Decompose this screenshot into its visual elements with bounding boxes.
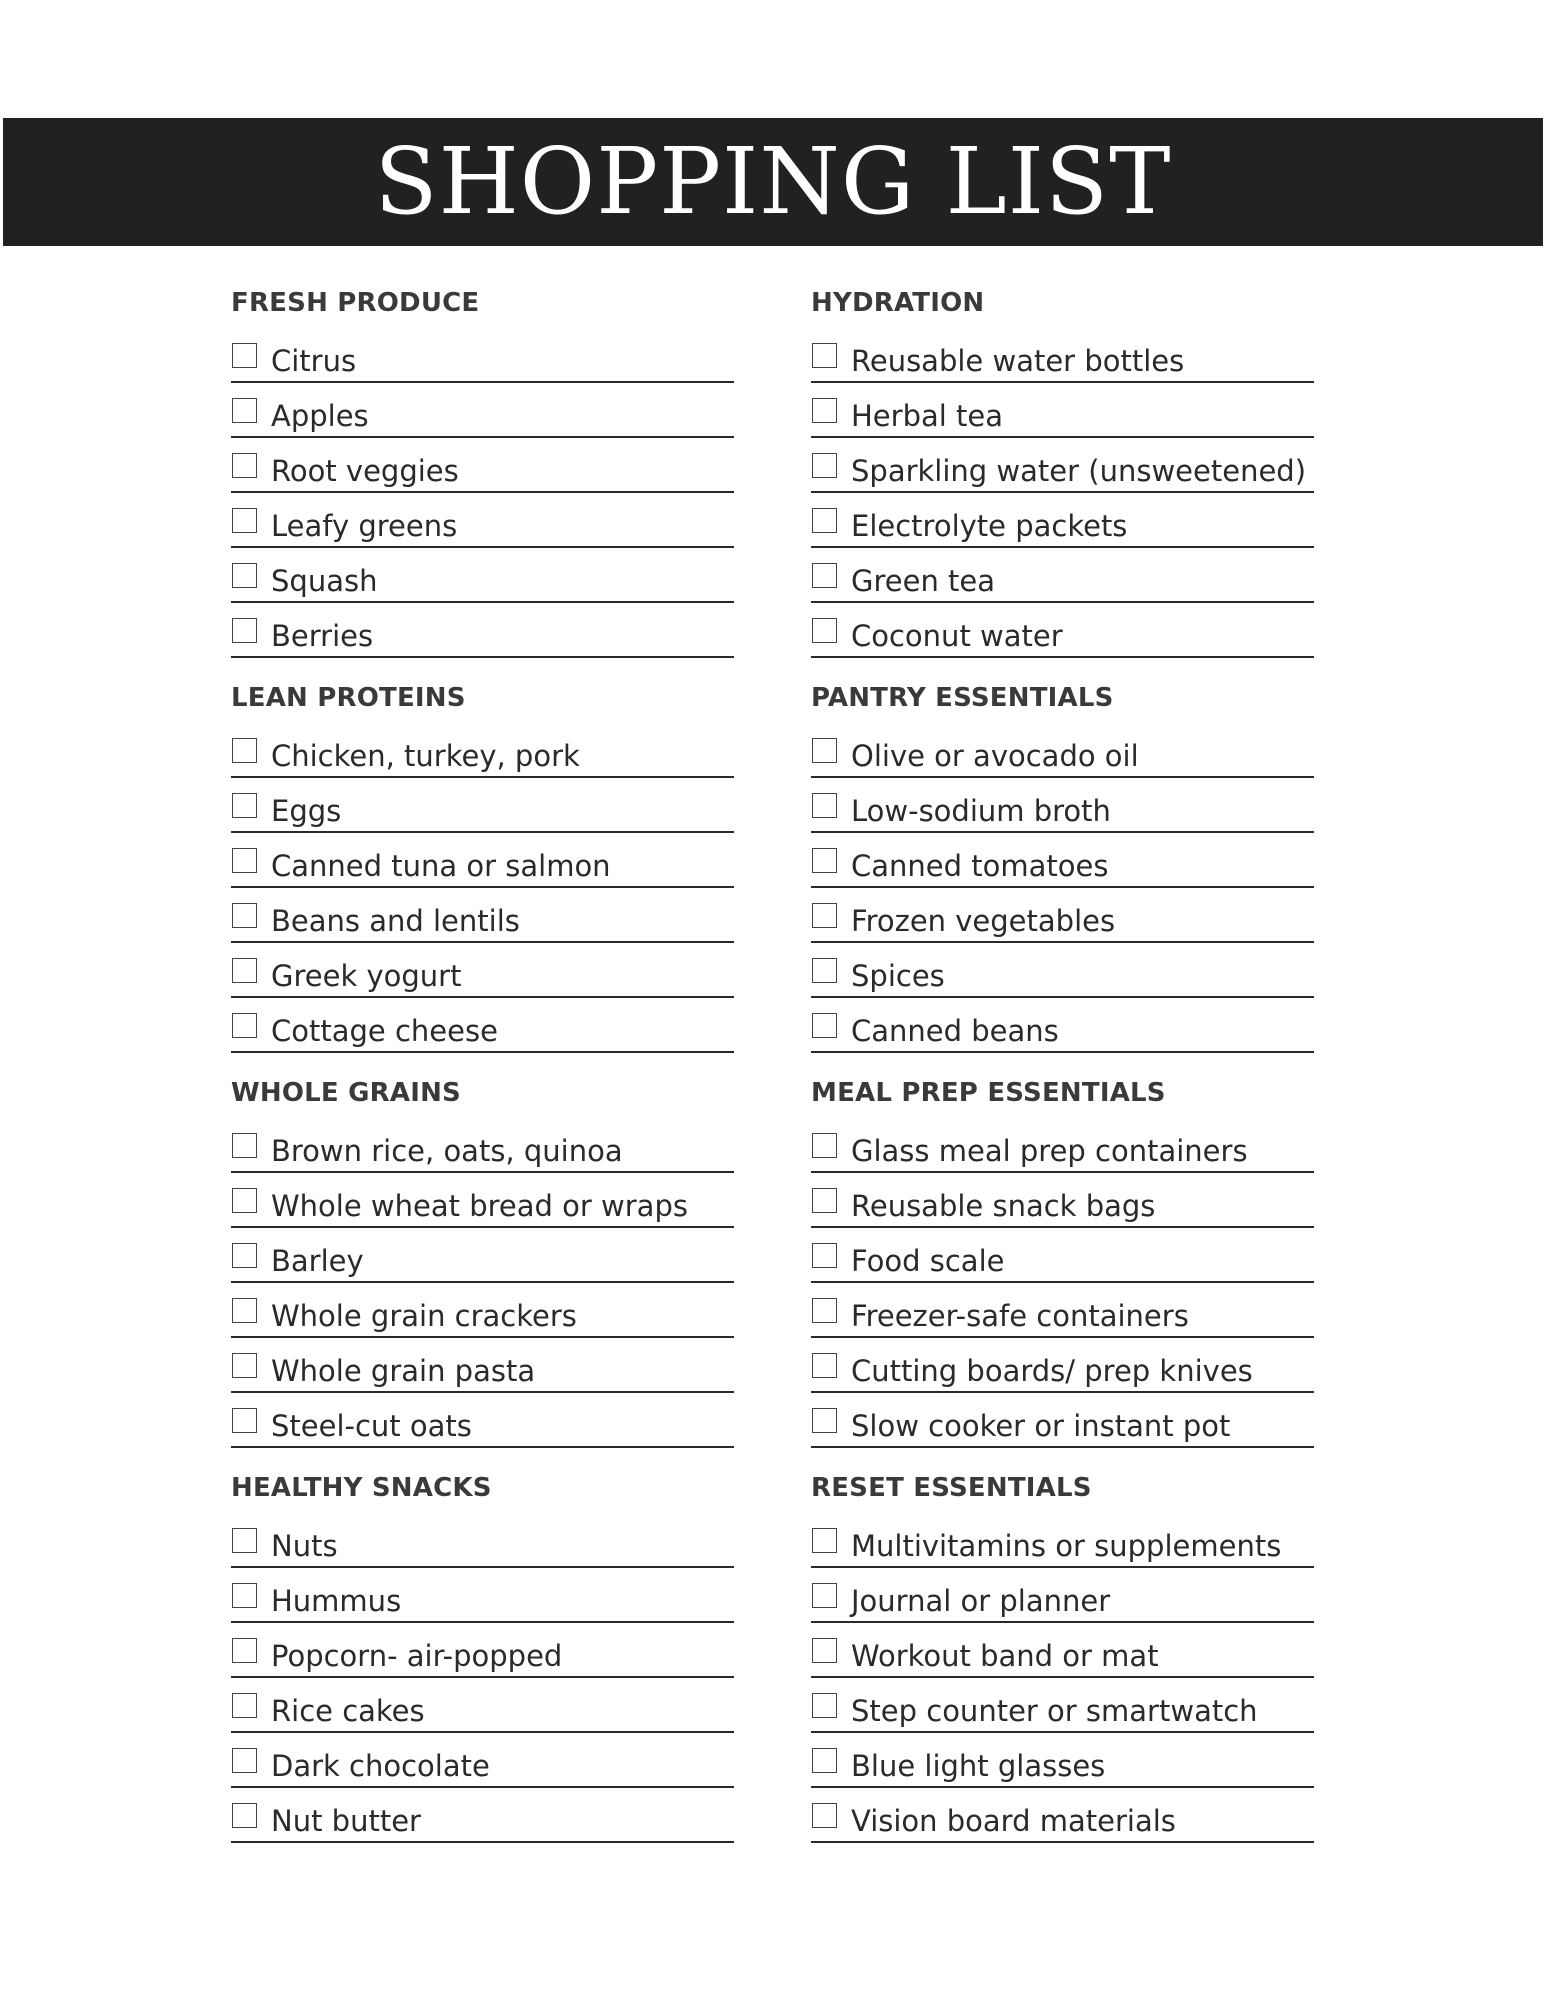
item-label: Sparkling water (unsweetened) xyxy=(851,454,1307,489)
item-label: Chicken, turkey, pork xyxy=(271,739,580,774)
checklist xyxy=(811,723,1314,1053)
checkbox[interactable] xyxy=(812,903,837,928)
list-item xyxy=(231,998,734,1053)
list-item xyxy=(231,438,734,493)
section-title: PANTRY ESSENTIALS xyxy=(811,683,1114,713)
list-item xyxy=(811,1513,1314,1568)
item-label: Glass meal prep containers xyxy=(851,1134,1248,1169)
list-item xyxy=(811,603,1314,658)
checkbox[interactable] xyxy=(232,1803,257,1828)
checkbox[interactable] xyxy=(812,1583,837,1608)
checkbox[interactable] xyxy=(812,958,837,983)
item-label: Apples xyxy=(271,399,369,434)
item-label: Whole grain pasta xyxy=(271,1354,536,1389)
checkbox[interactable] xyxy=(812,738,837,763)
item-label: Steel-cut oats xyxy=(271,1409,472,1444)
section-pantry-essentials xyxy=(811,683,1314,1053)
list-item xyxy=(231,943,734,998)
checkbox[interactable] xyxy=(812,1188,837,1213)
item-label: Green tea xyxy=(851,564,996,599)
item-label: Low-sodium broth xyxy=(851,794,1111,829)
list-item xyxy=(811,1228,1314,1283)
item-label: Workout band or mat xyxy=(851,1639,1159,1674)
item-label: Greek yogurt xyxy=(271,959,462,994)
list-item xyxy=(811,1733,1314,1788)
list-item xyxy=(811,548,1314,603)
checkbox[interactable] xyxy=(232,453,257,478)
list-item xyxy=(811,998,1314,1053)
checkbox[interactable] xyxy=(812,343,837,368)
item-label: Olive or avocado oil xyxy=(851,739,1139,774)
section-title: WHOLE GRAINS xyxy=(231,1078,461,1108)
item-label: Food scale xyxy=(851,1244,1005,1279)
list-item xyxy=(231,1733,734,1788)
checkbox[interactable] xyxy=(812,1408,837,1433)
item-label: Squash xyxy=(271,564,378,599)
checkbox[interactable] xyxy=(232,563,257,588)
item-label: Reusable water bottles xyxy=(851,344,1185,379)
list-item xyxy=(811,1788,1314,1843)
item-label: Whole grain crackers xyxy=(271,1299,577,1334)
checkbox[interactable] xyxy=(232,1748,257,1773)
item-label: Canned beans xyxy=(851,1014,1059,1049)
item-label: Citrus xyxy=(271,344,357,379)
checkbox[interactable] xyxy=(812,1803,837,1828)
checklist xyxy=(231,723,734,1053)
list-item xyxy=(811,328,1314,383)
list-item xyxy=(811,1173,1314,1228)
item-label: Coconut water xyxy=(851,619,1063,654)
checkbox[interactable] xyxy=(812,793,837,818)
section-whole-grains xyxy=(231,1078,734,1448)
checkbox[interactable] xyxy=(232,1353,257,1378)
item-label: Canned tomatoes xyxy=(851,849,1109,884)
list-item xyxy=(811,1338,1314,1393)
list-item xyxy=(231,383,734,438)
list-item xyxy=(811,1568,1314,1623)
item-label: Nut butter xyxy=(271,1804,421,1839)
list-item xyxy=(231,1173,734,1228)
checklist xyxy=(231,328,734,658)
item-label: Eggs xyxy=(271,794,342,829)
list-item xyxy=(231,1283,734,1338)
list-item xyxy=(231,1118,734,1173)
checklist xyxy=(811,1513,1314,1843)
list-item xyxy=(231,833,734,888)
list-item xyxy=(811,383,1314,438)
item-label: Rice cakes xyxy=(271,1694,425,1729)
checkbox[interactable] xyxy=(232,1298,257,1323)
list-item xyxy=(231,1623,734,1678)
left-column xyxy=(231,288,734,1843)
checkbox[interactable] xyxy=(812,1243,837,1268)
item-label: Spices xyxy=(851,959,945,994)
section-reset-essentials xyxy=(811,1473,1314,1843)
item-label: Hummus xyxy=(271,1584,402,1619)
list-item xyxy=(811,778,1314,833)
item-label: Step counter or smartwatch xyxy=(851,1694,1258,1729)
item-label: Multivitamins or supplements xyxy=(851,1529,1282,1564)
checkbox[interactable] xyxy=(812,1133,837,1158)
section-fresh-produce xyxy=(231,288,734,658)
list-item xyxy=(811,1118,1314,1173)
section-title: HYDRATION xyxy=(811,288,985,318)
item-label: Blue light glasses xyxy=(851,1749,1106,1784)
section-title: LEAN PROTEINS xyxy=(231,683,466,713)
checkbox[interactable] xyxy=(812,1748,837,1773)
checkbox[interactable] xyxy=(812,398,837,423)
item-label: Root veggies xyxy=(271,454,459,489)
checklist xyxy=(811,1118,1314,1448)
list-item xyxy=(231,1678,734,1733)
item-label: Cutting boards/ prep knives xyxy=(851,1354,1253,1389)
checkbox[interactable] xyxy=(232,1243,257,1268)
section-healthy-snacks xyxy=(231,1473,734,1843)
item-label: Berries xyxy=(271,619,374,654)
section-title: RESET ESSENTIALS xyxy=(811,1473,1092,1503)
item-label: Vision board materials xyxy=(851,1804,1176,1839)
item-label: Frozen vegetables xyxy=(851,904,1116,939)
list-item xyxy=(811,1623,1314,1678)
list-item xyxy=(811,943,1314,998)
item-label: Nuts xyxy=(271,1529,338,1564)
checkbox[interactable] xyxy=(812,1298,837,1323)
checkbox[interactable] xyxy=(812,508,837,533)
checkbox[interactable] xyxy=(232,1528,257,1553)
checkbox[interactable] xyxy=(232,1583,257,1608)
checklist xyxy=(231,1513,734,1843)
checkbox[interactable] xyxy=(232,343,257,368)
checkbox[interactable] xyxy=(232,1133,257,1158)
item-label: Whole wheat bread or wraps xyxy=(271,1189,688,1224)
checkbox[interactable] xyxy=(232,958,257,983)
section-title: FRESH PRODUCE xyxy=(231,288,480,318)
checkbox[interactable] xyxy=(232,508,257,533)
checkbox[interactable] xyxy=(812,1693,837,1718)
checkbox[interactable] xyxy=(232,1693,257,1718)
checkbox[interactable] xyxy=(232,848,257,873)
item-label: Electrolyte packets xyxy=(851,509,1128,544)
item-label: Slow cooker or instant pot xyxy=(851,1409,1231,1444)
checkbox[interactable] xyxy=(812,1013,837,1038)
item-label: Beans and lentils xyxy=(271,904,520,939)
item-label: Freezer-safe containers xyxy=(851,1299,1189,1334)
checkbox[interactable] xyxy=(232,738,257,763)
item-label: Barley xyxy=(271,1244,364,1279)
checkbox[interactable] xyxy=(232,1188,257,1213)
checkbox[interactable] xyxy=(812,563,837,588)
checkbox[interactable] xyxy=(232,1638,257,1663)
checkbox[interactable] xyxy=(812,1638,837,1663)
list-item xyxy=(231,723,734,778)
checkbox[interactable] xyxy=(232,793,257,818)
list-item xyxy=(811,493,1314,548)
checkbox[interactable] xyxy=(232,1013,257,1038)
list-item xyxy=(811,1283,1314,1338)
list-item xyxy=(811,1678,1314,1733)
section-lean-proteins xyxy=(231,683,734,1053)
list-item xyxy=(231,493,734,548)
section-title: HEALTHY SNACKS xyxy=(231,1473,492,1503)
list-item xyxy=(231,1228,734,1283)
list-item xyxy=(231,1788,734,1843)
checkbox[interactable] xyxy=(812,453,837,478)
checkbox[interactable] xyxy=(232,903,257,928)
item-label: Leafy greens xyxy=(271,509,458,544)
checklist xyxy=(231,1118,734,1448)
list-item xyxy=(231,1338,734,1393)
checkbox[interactable] xyxy=(232,1408,257,1433)
checkbox[interactable] xyxy=(812,618,837,643)
checklist xyxy=(811,328,1314,658)
list-item xyxy=(811,888,1314,943)
list-item xyxy=(811,1393,1314,1448)
section-meal-prep-essentials xyxy=(811,1078,1314,1448)
item-label: Canned tuna or salmon xyxy=(271,849,611,884)
list-item xyxy=(231,603,734,658)
item-label: Cottage cheese xyxy=(271,1014,498,1049)
item-label: Herbal tea xyxy=(851,399,1004,434)
checkbox[interactable] xyxy=(232,618,257,643)
checkbox[interactable] xyxy=(232,398,257,423)
right-column xyxy=(811,288,1314,1843)
list-item xyxy=(231,328,734,383)
list-item xyxy=(231,1513,734,1568)
list-item xyxy=(811,833,1314,888)
item-label: Reusable snack bags xyxy=(851,1189,1156,1224)
item-label: Popcorn- air-popped xyxy=(271,1639,563,1674)
checkbox[interactable] xyxy=(812,1353,837,1378)
list-item xyxy=(231,548,734,603)
list-item xyxy=(231,888,734,943)
checkbox[interactable] xyxy=(812,848,837,873)
checkbox[interactable] xyxy=(812,1528,837,1553)
section-hydration xyxy=(811,288,1314,658)
list-item xyxy=(231,1568,734,1623)
page-title: SHOPPING LIST xyxy=(374,128,1172,235)
item-label: Journal or planner xyxy=(851,1584,1111,1619)
title-banner xyxy=(3,118,1543,246)
list-item xyxy=(231,778,734,833)
list-item xyxy=(811,723,1314,778)
section-title: MEAL PREP ESSENTIALS xyxy=(811,1078,1166,1108)
item-label: Brown rice, oats, quinoa xyxy=(271,1134,623,1169)
item-label: Dark chocolate xyxy=(271,1749,490,1784)
list-item xyxy=(811,438,1314,493)
list-item xyxy=(231,1393,734,1448)
